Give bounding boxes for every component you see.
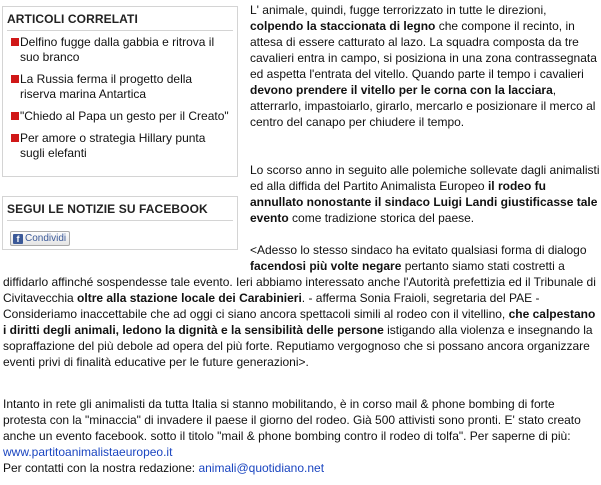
red-square-bullet-icon	[11, 134, 19, 142]
related-article-item[interactable]	[3, 35, 237, 65]
article-paragraph-3-continued	[3, 274, 599, 370]
share-button[interactable]	[10, 231, 70, 246]
text-run: diffidarlo affinché sospendesse tale evento. Ieri abbiamo interessato anche l'Autorità prefettizia ed il Tribunale di Civitavecchia	[3, 275, 596, 305]
related-articles-box	[2, 6, 238, 177]
website-link[interactable]: www.partitoanimalistaeuropeo.it	[3, 445, 173, 459]
text-run: , atterrarlo, impastoiarlo, girarlo, mercarlo e posizionare il merco al centro del canapo per chiudere il tempo.	[250, 83, 596, 129]
facebook-box-title: SEGUI LE NOTIZIE SU FACEBOOK	[7, 202, 233, 221]
facebook-icon: f	[13, 234, 23, 244]
related-article-item[interactable]	[3, 109, 237, 124]
share-button-label: Condividi	[25, 233, 67, 244]
bold-text-run: colpendo la staccionata di legno	[250, 19, 436, 33]
bold-text-run: il rodeo fu annullato nonostante il sindaco Luigi Landi giustificasse tale evento	[250, 179, 598, 225]
text-run: istigando alla violenza e insegnando la sopraffazione del più debole ad opera del più forte. Reputiamo vergognoso che si possano ancora organizzare eventi privi di finalità educative per le future generazioni>.	[3, 323, 593, 369]
related-article-link[interactable]: La Russia ferma il progetto della riserva marina Antartica	[20, 72, 193, 101]
text-run: come tradizione storica del paese.	[288, 211, 475, 225]
article-paragraph-3-start	[250, 242, 600, 274]
text-run: Lo scorso anno in seguito alle polemiche sollevate dagli animalisti ed alla diffida del Partito Animalista Europeo	[250, 163, 600, 193]
red-square-bullet-icon	[11, 112, 19, 120]
red-square-bullet-icon	[11, 75, 19, 83]
related-article-link[interactable]: Delfino fugge dalla gabbia e ritrova il suo branco	[20, 35, 215, 64]
bold-text-run: che calpestano i diritti degli animali, ledono la dignità e la sensibilità delle persone	[3, 307, 596, 337]
related-articles-list	[3, 35, 237, 161]
bold-text-run: facendosi più volte negare	[250, 259, 402, 273]
facebook-follow-box	[2, 196, 238, 250]
article-paragraph-1	[250, 2, 600, 130]
related-article-item[interactable]	[3, 131, 237, 161]
text-run: pertanto siamo stati costretti a	[401, 259, 565, 273]
related-article-link[interactable]: "Chiedo al Papa un gesto per il Creato"	[20, 109, 229, 123]
bold-text-run: oltre alla stazione locale dei Carabinieri	[77, 291, 302, 305]
related-articles-title: ARTICOLI CORRELATI	[7, 12, 233, 31]
article-paragraph-2	[250, 162, 600, 226]
text-run: L' animale, quindi, fugge terrorizzato in tutte le direzioni,	[250, 3, 547, 17]
contact-text: Per contatti con la nostra redazione:	[3, 461, 199, 475]
red-square-bullet-icon	[11, 38, 19, 46]
text-run: <Adesso lo stesso sindaco ha evitato qualsiasi forma di dialogo	[250, 243, 587, 257]
related-article-item[interactable]	[3, 72, 237, 102]
email-link[interactable]: animali@quotidiano.net	[198, 461, 325, 475]
text-run: che compone il recinto, in attesa di essere catturato al lazo. La squadra composta da tre cavalieri entra in campo, si posiziona in una zona contrassegnata ed aspetta l'entrata del vitello. Quando parte il tempo i cavalieri	[250, 19, 597, 81]
related-article-link[interactable]: Per amore o strategia Hillary punta sugli elefanti	[20, 131, 206, 160]
bold-text-run: devono prendere il vitello per le corna con la lacciara	[250, 83, 553, 97]
article-paragraph-4	[3, 396, 599, 476]
text-run: Intanto in rete gli animalisti da tutta Italia si stanno mobilitando, è in corso mail & phone bombing di forte protesta con la "minaccia" di invadere il paese il giorno del rodeo. Già 500 attivisti sono pronti. E' stato creato anche un evento facebook. sotto il titolo "mail & phone bombing contro il rodeo di tolfa". Per saperne di più:	[3, 397, 581, 443]
text-run: . - afferma Sonia Fraioli, segretaria del PAE - Consideriamo inaccettabile che ad oggi ci siano ancora spettacoli simili al rodeo con il vitellino,	[3, 291, 540, 321]
